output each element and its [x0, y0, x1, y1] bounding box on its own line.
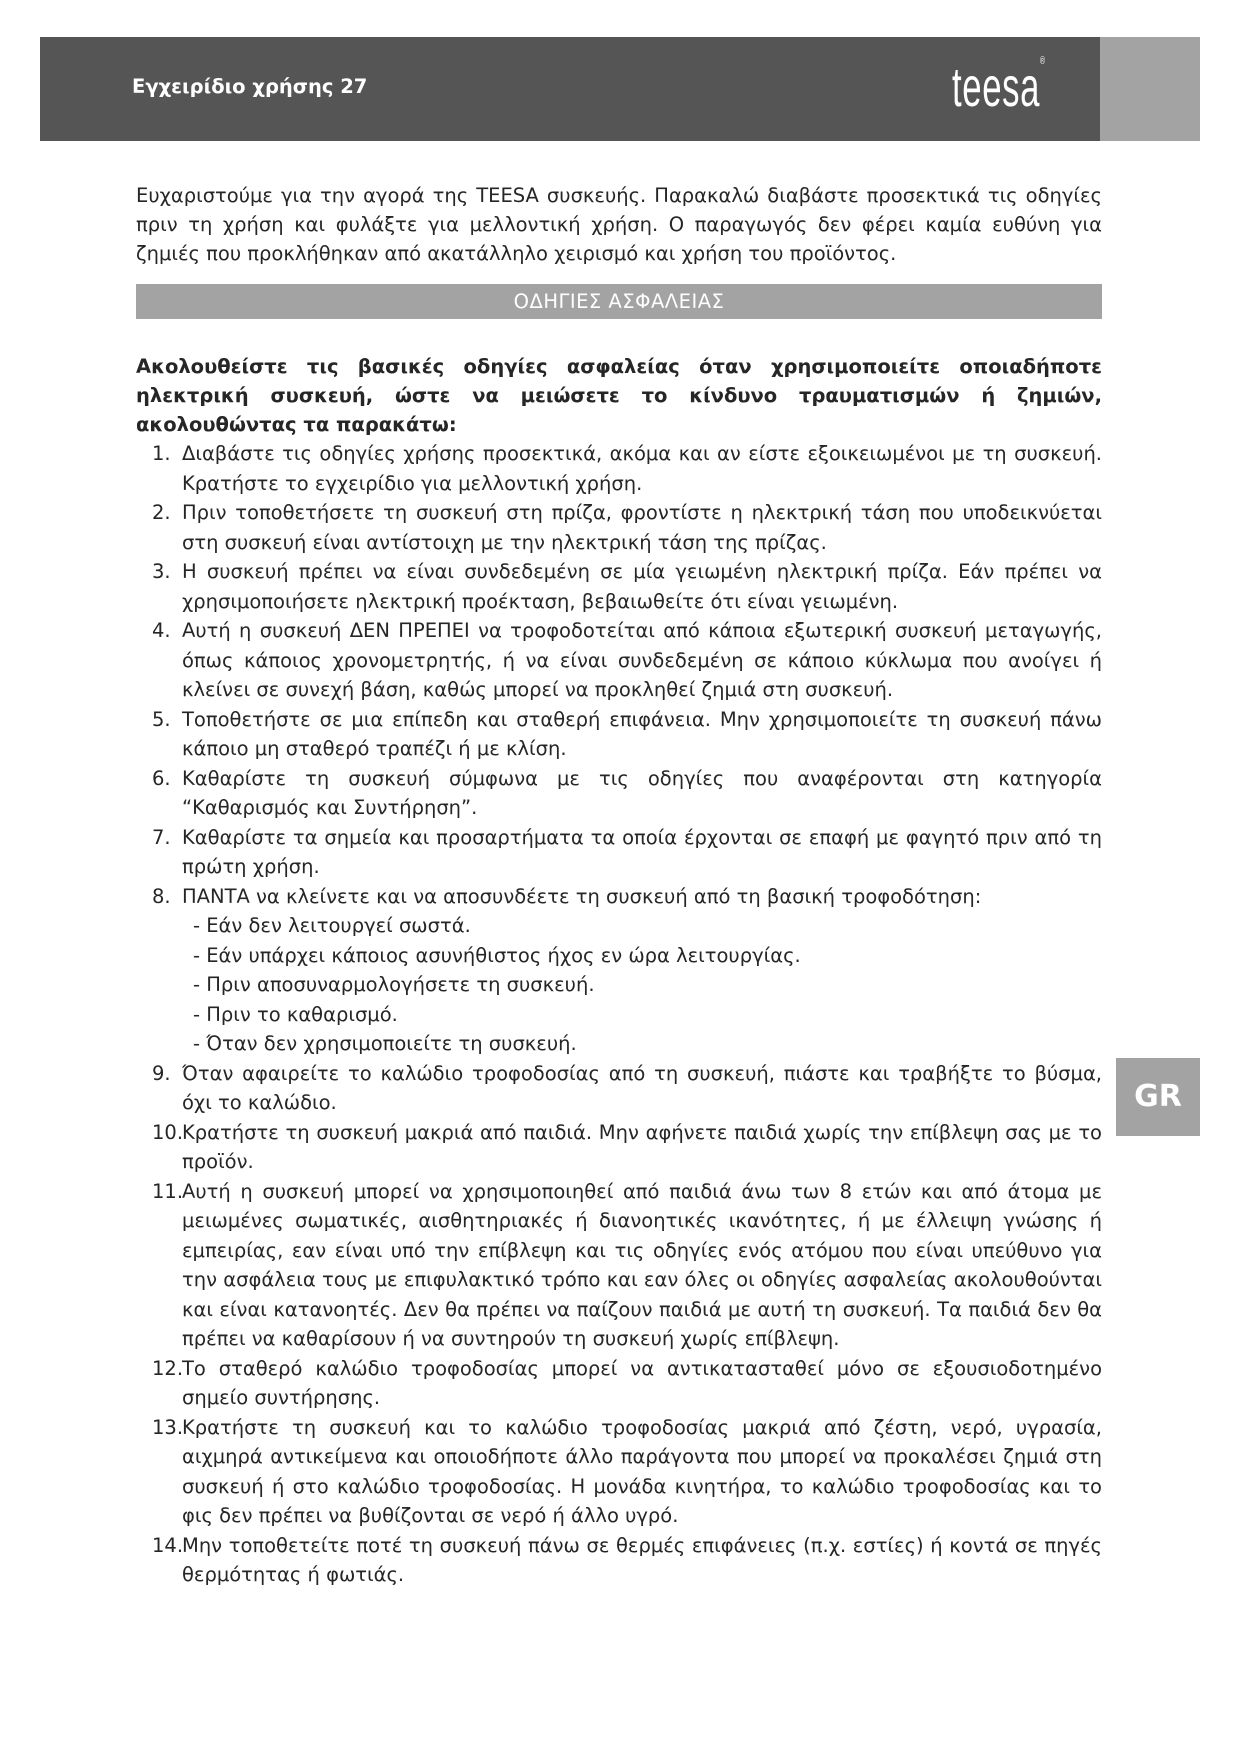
section-heading-safety: ΟΔΗΓΙΕΣ ΑΣΦΑΛΕΙΑΣ [136, 284, 1102, 319]
list-item: 12. Το σταθερό καλώδιο τροφοδοσίας μπορεί να αντικατασταθεί μόνο σε εξουσιοδοτημένο σημείο συντήρησης. [152, 1356, 1102, 1409]
header-tab-block [1100, 37, 1200, 141]
list-item: 9. Όταν αφαιρείτε το καλώδιο τροφοδοσίας από τη συσκευή, πιάστε και τραβήξτε το βύσμα, όχι το καλώδιο. [152, 1061, 1102, 1114]
page-title: Εγχειρίδιο χρήσης 27 [132, 75, 368, 98]
safety-instructions-list [136, 439, 1102, 1590]
list-item: 6. Καθαρίστε τη συσκευή σύμφωνα με τις οδηγίες που αναφέρονται στη κατηγορία “Καθαρισμός και Συντήρηση”. [152, 766, 1102, 819]
sub-list-item: - Όταν δεν χρησιμοποιείτε τη συσκευή. [193, 1032, 577, 1055]
page-header [40, 37, 1200, 141]
intro-paragraph: Ευχαριστούμε για την αγορά της TEESA συσκευής. Παρακαλώ διαβάστε προσεκτικά τις οδηγίες πριν τη χρήση και φυλάξτε για μελλοντική χρήση. Ο παραγωγός δεν φέρει καμία ευθύνη για ζημιές που προκλήθηκαν από ακατάλληλο χειρισμό και χρήση του προϊόντος. [136, 184, 1102, 265]
sub-list-item: - Εάν δεν λειτουργεί σωστά. [193, 914, 471, 937]
list-item: 7. Καθαρίστε τα σημεία και προσαρτήματα τα οποία έρχονται σε επαφή με φαγητό πριν από τη πρώτη χρήση. [152, 825, 1102, 878]
list-item: 1. Διαβάστε τις οδηγίες χρήσης προσεκτικά, ακόμα και αν είστε εξοικειωμένοι με τη συσκευή. Κρατήστε το εγχειρίδιο για μελλοντική χρήση. [152, 442, 1102, 495]
list-item: 3. Η συσκευή πρέπει να είναι συνδεδεμένη σε μία γειωμένη ηλεκτρική πρίζα. Εάν πρέπει να χρησιμοποιήσετε ηλεκτρική προέκταση, βεβαιωθείτε ότι είναι γειωμένη. [152, 560, 1102, 613]
power-off-conditions-list [182, 911, 1102, 1059]
sub-list-item: - Πριν το καθαρισμό. [193, 1002, 398, 1026]
sub-list-item: - Πριν αποσυναρμολογήσετε τη συσκευή. [193, 973, 595, 996]
list-item: 4. Αυτή η συσκευή ΔΕΝ ΠΡΕΠΕΙ να τροφοδοτείται από κάποια εξωτερική συσκευή μεταγωγής, όπως κάποιος χρονομετρητής, ή να είναι συνδεδεμένη σε κάποιο κύκλωμα που ανοίγει ή κλείνει σε συνεχή βάση, καθώς μπορεί να προκληθεί ζημιά στη συσκευή. [152, 619, 1102, 701]
teesa-logo: teesa® [952, 55, 1046, 118]
sub-list-item: - Εάν υπάρχει κάποιος ασυνήθιστος ήχος εν ώρα λειτουργίας. [193, 943, 801, 967]
safety-lead-paragraph: Ακολουθείστε τις βασικές οδηγίες ασφαλείας όταν χρησιμοποιείτε οποιαδήποτε ηλεκτρική συσκευή, ώστε να μειώσετε το κίνδυνο τραυματισμών ή ζημιών, ακολουθώντας τα παρακάτω: [136, 355, 1102, 436]
main-content [136, 181, 1102, 1590]
list-item: 10. Κρατήστε τη συσκευή μακριά από παιδιά. Μην αφήνετε παιδιά χωρίς την επίβλεψη σας με το προϊόν. [152, 1120, 1102, 1173]
list-item: 13. Κρατήστε τη συσκευή και το καλώδιο τροφοδοσίας μακριά από ζέστη, νερό, υγρασία, αιχμηρά αντικείμενα και οποιοδήποτε άλλο παράγοντα που μπορεί να προκαλέσει ζημιά στη συσκευή ή στο καλώδιο τροφοδοσίας. Η μονάδα κινητήρα, το καλώδιο τροφοδοσίας και το φις δεν πρέπει να βυθίζονται σε νερό ή άλλο υγρό. [152, 1415, 1102, 1527]
list-item: 11. Αυτή η συσκευή μπορεί να χρησιμοποιηθεί από παιδιά άνω των 8 ετών και από άτομα με μειωμένες σωματικές, αισθητηριακές ή διανοητικές ικανότητες, ή με έλλειψη γνώσης ή εμπειρίας, εαν είναι υπό την επίβλεψη και τις οδηγίες ενός ατόμου που είναι υπεύθυνο για την ασφάλεια τους με επιφυλακτικό τρόπο και εαν όλες οι οδηγίες ασφαλείας ακολουθούνται και είναι κατανοητές. Δεν θα πρέπει να παίζουν παιδιά με αυτή τη συσκευή. Τα παιδιά δεν θα πρέπει να καθαρίσουν ή να συντηρούν τη συσκευή χωρίς επίβλεψη. [152, 1179, 1102, 1350]
list-item: 8. ΠΑΝΤΑ να κλείνετε και να αποσυνδέετε τη συσκευή από τη βασική τροφοδότηση: - Εάν δεν λειτουργεί σωστά. - Εάν υπάρχει κάποιος ασυνήθιστος ήχος εν ώρα λειτουργίας. - Πριν αποσυναρμολογήσετε τη συσκευή. - Πριν το καθαρισμό. - Όταν δεν χρησιμοποιείτε τη συσκευή. [136, 882, 1102, 1059]
list-item: 5. Τοποθετήστε σε μια επίπεδη και σταθερή επιφάνεια. Μην χρησιμοποιείτε τη συσκευή πάνω κάποιο μη σταθερό τραπέζι ή με κλίση. [152, 707, 1102, 760]
language-tab-gr: GR [1116, 1058, 1200, 1136]
list-item: 2. Πριν τοποθετήσετε τη συσκευή στη πρίζα, φροντίστε η ηλεκτρική τάση που υποδεικνύεται στη συσκευή είναι αντίστοιχη με την ηλεκτρική τάση της πρίζας. [152, 501, 1102, 554]
list-item: 14. Μην τοποθετείτε ποτέ τη συσκευή πάνω σε θερμές επιφάνειες (π.χ. εστίες) ή κοντά σε πηγές θερμότητας ή φωτιάς. [152, 1533, 1102, 1586]
registered-mark: ® [1040, 55, 1046, 67]
